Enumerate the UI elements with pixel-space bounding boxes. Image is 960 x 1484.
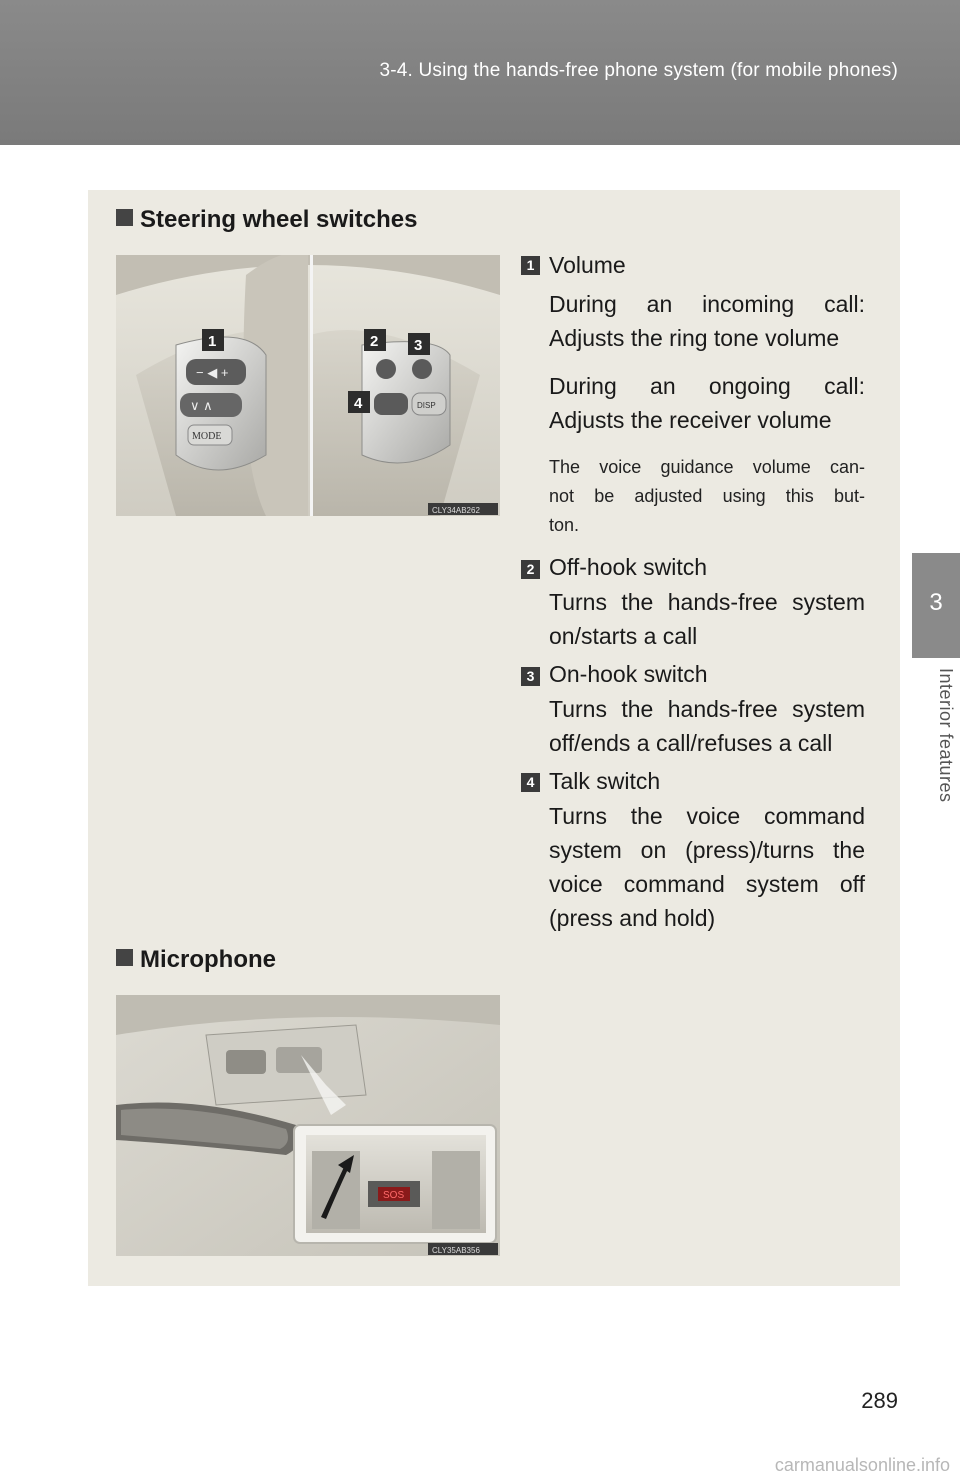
callout-badge-2: 2 xyxy=(521,560,540,579)
svg-text:∨ ∧: ∨ ∧ xyxy=(190,398,213,413)
item-title-on-hook: On-hook switch xyxy=(549,661,708,687)
chapter-number: 3 xyxy=(929,589,943,616)
volume-line: During an incoming call: xyxy=(549,291,865,317)
section-title-microphone: Microphone xyxy=(116,946,276,974)
callout-badge-4: 4 xyxy=(521,773,540,792)
svg-text:CLY34AB262: CLY34AB262 xyxy=(432,506,480,515)
page-header xyxy=(0,0,960,145)
item-title-off-hook: Off-hook switch xyxy=(549,554,708,580)
callout-badge-3: 3 xyxy=(521,667,540,686)
svg-text:MODE: MODE xyxy=(192,431,222,442)
talk-line: voice command system off xyxy=(549,871,865,897)
callout-badge-1: 1 xyxy=(521,256,540,275)
off-hook-line: on/starts a call xyxy=(549,623,698,649)
item-title-volume: Volume xyxy=(549,252,626,278)
off-hook-line: Turns the hands-free system xyxy=(549,589,865,615)
svg-text:DISP: DISP xyxy=(417,401,436,410)
header-title: 3-4. Using the hands-free phone system (for mobile phones) xyxy=(379,60,898,81)
chapter-tab[interactable] xyxy=(912,553,960,658)
talk-line: system on (press)/turns the xyxy=(549,837,865,863)
square-bullet-icon xyxy=(116,209,133,226)
svg-text:− ◀ +: − ◀ + xyxy=(196,365,229,380)
steering-wheel-figure xyxy=(116,255,500,516)
talk-line: Turns the voice command xyxy=(549,803,865,829)
svg-text:4: 4 xyxy=(354,395,363,412)
chapter-label: Interior features xyxy=(936,668,956,803)
svg-text:2: 2 xyxy=(370,333,379,350)
volume-note-line: not be adjusted using this but- xyxy=(549,486,865,506)
volume-line: Adjusts the ring tone volume xyxy=(549,325,840,351)
svg-text:CLY35AB356: CLY35AB356 xyxy=(432,1246,480,1255)
volume-line: During an ongoing call: xyxy=(549,373,865,399)
on-hook-line: off/ends a call/refuses a call xyxy=(549,730,833,756)
talk-line: (press and hold) xyxy=(549,905,716,931)
svg-text:3: 3 xyxy=(414,337,423,354)
svg-text:SOS: SOS xyxy=(383,1190,405,1201)
square-bullet-icon xyxy=(116,949,133,966)
volume-note-line: The voice guidance volume can- xyxy=(549,457,865,477)
on-hook-line: Turns the hands-free system xyxy=(549,696,865,722)
microphone-figure xyxy=(116,995,500,1256)
item-title-talk: Talk switch xyxy=(549,768,661,794)
page-number: 289 xyxy=(861,1388,898,1413)
svg-text:1: 1 xyxy=(208,333,217,350)
section-title-steering: Steering wheel switches xyxy=(116,206,417,234)
watermark: carmanualsonline.info xyxy=(774,1455,950,1475)
volume-line: Adjusts the receiver volume xyxy=(549,407,832,433)
volume-note-line: ton. xyxy=(549,515,580,535)
